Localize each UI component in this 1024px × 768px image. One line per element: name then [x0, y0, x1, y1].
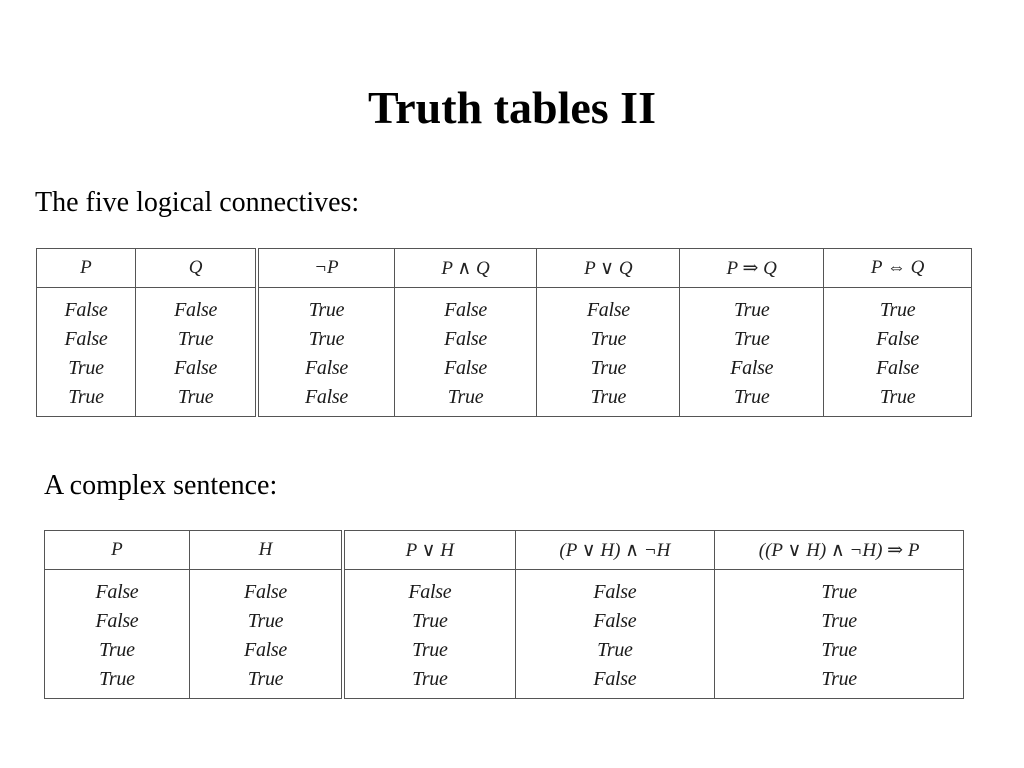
- table-row: [37, 354, 972, 383]
- table-cell: True: [394, 383, 537, 417]
- table-header-cell: P ⇒ Q: [680, 249, 824, 288]
- table-cell: True: [135, 383, 257, 417]
- table-cell: False: [257, 383, 394, 417]
- table-header-cell: H: [189, 531, 343, 570]
- table-cell: False: [64, 299, 108, 321]
- table-header-cell: P: [45, 531, 190, 570]
- table-cell: True: [680, 288, 824, 326]
- table-cell: False: [515, 570, 715, 608]
- table-cell: True: [715, 607, 964, 636]
- connectives-label: The five logical connectives:: [35, 187, 360, 218]
- table-row: [37, 288, 972, 326]
- table-cell: False: [394, 325, 537, 354]
- table-cell: True: [135, 325, 257, 354]
- table-cell: False: [95, 610, 139, 632]
- table-row: [45, 570, 964, 608]
- table-cell: True: [680, 325, 824, 354]
- table-cell: False: [189, 636, 343, 665]
- table-cell: False: [95, 581, 139, 603]
- table-row: [45, 607, 964, 636]
- table-cell: False: [343, 570, 515, 608]
- table-header-cell: P ∨ Q: [537, 249, 680, 288]
- table-cell: True: [99, 639, 135, 661]
- table-row: [45, 665, 964, 699]
- table-header-cell: (P ∨ H) ∧ ¬H: [515, 531, 715, 570]
- table-row: [37, 383, 972, 417]
- table-cell: False: [135, 354, 257, 383]
- table-cell: False: [824, 354, 972, 383]
- table-cell: True: [343, 636, 515, 665]
- table-cell: True: [537, 354, 680, 383]
- table-cell: False: [680, 354, 824, 383]
- table-cell: False: [135, 288, 257, 326]
- complex-sentence-label: A complex sentence:: [44, 470, 278, 501]
- table-cell: False: [537, 288, 680, 326]
- table-header-cell: P ∧ Q: [394, 249, 537, 288]
- table-cell: True: [343, 665, 515, 699]
- table-cell: True: [189, 607, 343, 636]
- table-cell: True: [537, 325, 680, 354]
- table-cell: False: [824, 325, 972, 354]
- table-cell: True: [715, 636, 964, 665]
- table-cell: True: [715, 665, 964, 699]
- table-header-cell: P: [37, 249, 136, 288]
- table-cell: False: [515, 665, 715, 699]
- table-header-row: [37, 249, 972, 288]
- table-cell: False: [515, 607, 715, 636]
- table-header-cell: ((P ∨ H) ∧ ¬H) ⇒ P: [715, 531, 964, 570]
- table-header-row: [45, 531, 964, 570]
- table-cell: False: [257, 354, 394, 383]
- connectives-truth-table: [36, 248, 972, 417]
- table-cell: True: [257, 325, 394, 354]
- table-cell: False: [394, 288, 537, 326]
- table-cell: True: [537, 383, 680, 417]
- table-cell: False: [394, 354, 537, 383]
- complex-sentence-truth-table: [44, 530, 964, 699]
- table-cell: True: [68, 386, 104, 408]
- table-cell: True: [515, 636, 715, 665]
- slide-title: Truth tables II: [368, 82, 656, 133]
- table-cell: True: [68, 357, 104, 379]
- table-header-cell: P ⇔ Q: [824, 249, 972, 288]
- table-cell: True: [680, 383, 824, 417]
- table-cell: True: [824, 288, 972, 326]
- table-cell: True: [824, 383, 972, 417]
- table-row: [37, 325, 972, 354]
- table-cell: True: [715, 570, 964, 608]
- table-cell: True: [257, 288, 394, 326]
- table-cell: False: [189, 570, 343, 608]
- table-header-cell: Q: [135, 249, 257, 288]
- table-cell: True: [189, 665, 343, 699]
- table-cell: True: [343, 607, 515, 636]
- table-header-cell: ¬P: [257, 249, 394, 288]
- table-cell: True: [99, 668, 135, 690]
- table-header-cell: P ∨ H: [343, 531, 515, 570]
- table-cell: False: [64, 328, 108, 350]
- table-row: [45, 636, 964, 665]
